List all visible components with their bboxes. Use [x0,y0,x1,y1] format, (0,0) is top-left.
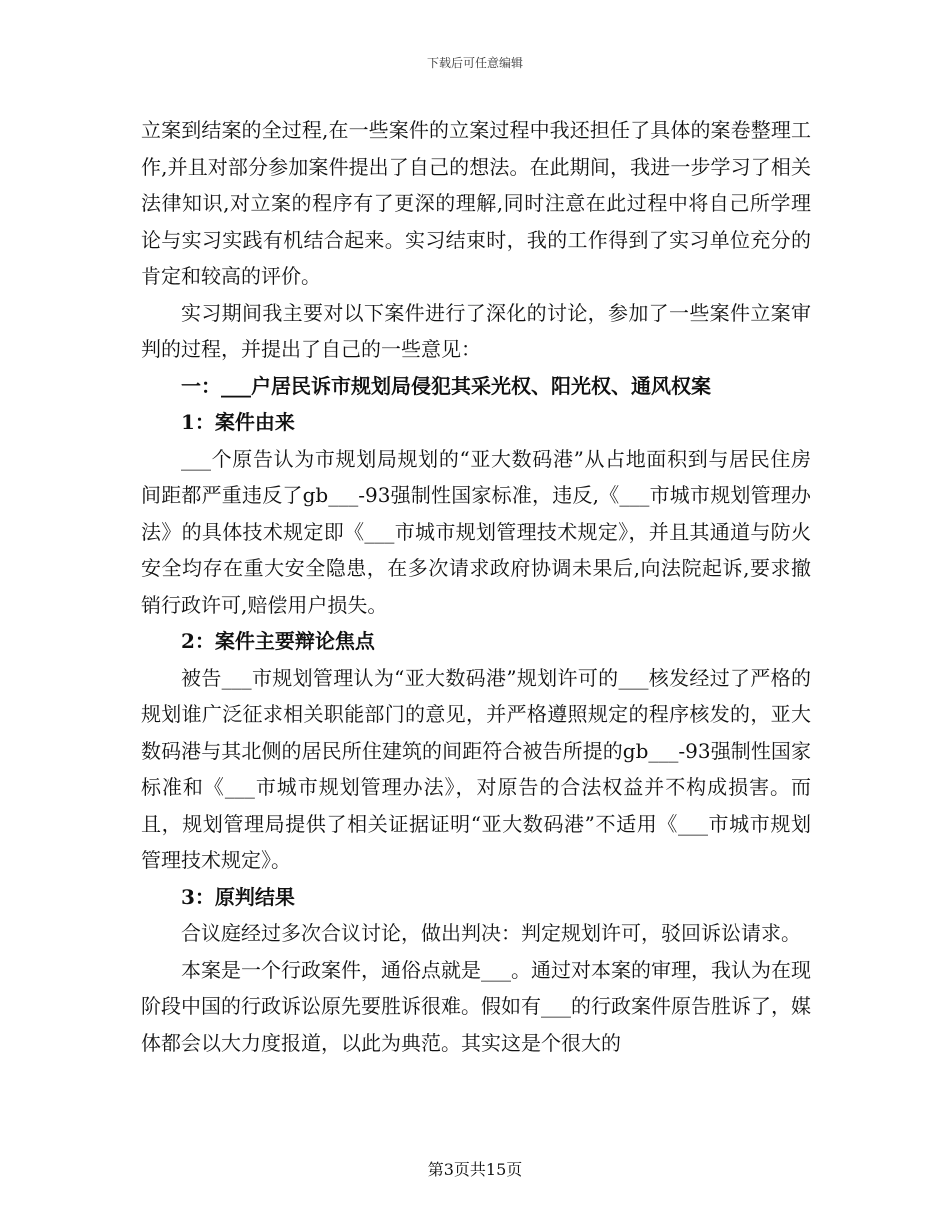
section-heading-debate: 2：案件主要辩论焦点 [181,629,375,653]
paragraph-reflection: 本案是一个行政案件，通俗点就是___。通过对本案的审理，我认为在现阶段中国的行政诉讼原先要胜诉很难。假如有___的行政案件原告胜诉了，媒体都会以大力度报道，以此为典范。其实这是个很大的 [141,957,811,1055]
section-heading-origin: 1：案件由来 [181,410,295,434]
case-title: 一：___户居民诉市规划局侵犯其采光权、阳光权、通风权案 [181,373,711,398]
page-header: 下载后可任意编辑 [426,56,523,70]
paragraph-case-origin: ___个原告认为市规划局规划的“亚大数码港”从占地面积到与居民住房间距都严重违反了gb___-93强制性国家标准，违反,《___市城市规划管理办法》的具体技术规定即《___市城市规划管理技术规定》，并且其通道与防火安全均存在重大安全隐患，在多次请求政府协调未果后,向法院起诉,要求撤销行政许可,赔偿用户损失。 [141,446,811,617]
section-heading-judgment: 3：原判结果 [181,884,295,909]
page-number: 第3页共15页 [427,1160,523,1179]
paragraph-debate-focus: 被告___市规划管理认为“亚大数码港”规划许可的___核发经过了严格的规划谁广泛征求相关职能部门的意见，并严格遵照规定的程序核发的，亚大数码港与其北侧的居民所住建筑的间距符合被告所提的gb___-93强制性国家标准和《___市城市规划管理办法》，对原告的合法权益并不构成损害。而且，规划管理局提供了相关证据证明“亚大数码港”不适用《___市城市规划管理技术规定》。 [141,665,811,872]
paragraph-internship-summary: 立案到结案的全过程,在一些案件的立案过程中我还担任了具体的案卷整理工作,并且对部分参加案件提出了自己的想法。在此期间，我进一步学习了相关法律知识,对立案的程序有了更深的理解,同时注意在此过程中将自己所学理论与实习实践有机结合起来。实习结束时，我的工作得到了实习单位充分的肯定和较高的评价。 [141,118,811,288]
paragraph-cases-intro: 实习期间我主要对以下案件进行了深化的讨论，参加了一些案件立案审判的过程，并提出了自己的一些意见： [141,300,811,361]
paragraph-judgment: 合议庭经过多次合议讨论，做出判决：判定规划许可，驳回诉讼请求。 [181,921,801,945]
document-body [141,112,811,1061]
